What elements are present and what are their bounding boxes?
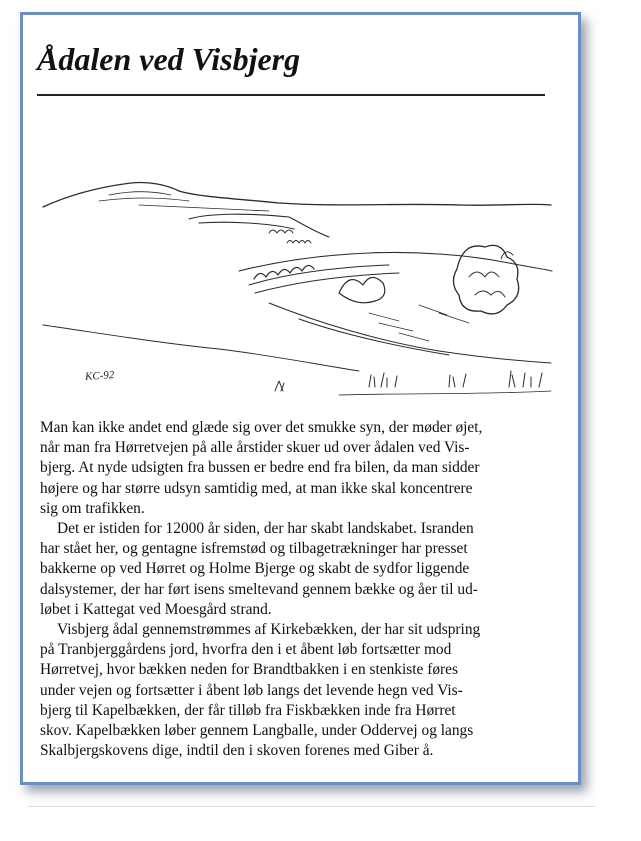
- text-line: Visbjerg ådal gennemstrømmes af Kirkebækken, der har sit udspring: [57, 621, 481, 639]
- text-line: Skalbjergskovens dige, indtil den i skoven forenes med Giber å.: [40, 742, 434, 760]
- text-line: under vejen og fortsætter i åbent løb langs det levende hegn ved Vis-: [40, 681, 463, 699]
- text-line: bakkerne op ved Hørret og Holme Bjerge og skabt de sydfor liggende: [40, 560, 470, 578]
- text-line: Hørretvej, hvor bækken neden for Brandtbakken i en stenkiste føres: [40, 661, 458, 679]
- foreground-grass: [369, 371, 542, 387]
- text-line: skov. Kapelbækken løber gennem Langballe, under Oddervej og langs: [40, 722, 474, 740]
- small-shrub-left: [275, 381, 284, 391]
- text-line: når man fra Hørretvejen på alle årstider skuer ud over ådalen ved Vis-: [40, 439, 470, 457]
- road-line: [249, 265, 399, 293]
- text-line: bjerg til Kapelbækken, der får tilløb fra Fiskbækken inde fra Hørret: [40, 701, 456, 719]
- forest-texture: [269, 230, 311, 243]
- page-shadow-divider: [28, 806, 596, 807]
- sketch-signature: KC-92: [84, 368, 115, 384]
- slope-lines: [269, 303, 551, 363]
- left-hill-forest: [189, 214, 329, 237]
- paragraph-1: [40, 418, 554, 519]
- foreground-slope: [43, 325, 359, 371]
- text-line: på Tranbjerggårdens jord, hvorfra den i et åbent løb fortsætter mod: [40, 641, 452, 659]
- title-rule: [37, 94, 545, 96]
- text-line: dalsystemer, der har ført isens smeltevand gennem bække og åer til ud-: [40, 580, 478, 598]
- paragraph-2: [40, 519, 554, 620]
- text-line: Det er istiden for 12000 år siden, der har skabt landskabet. Isranden: [57, 520, 474, 538]
- landscape-sketch-icon: [39, 173, 554, 405]
- far-hill-line: [43, 182, 551, 207]
- paragraph-3: [40, 620, 554, 761]
- text-line: bjerg. At nyde udsigten fra bussen er bedre end fra bilen, da man sidder: [40, 459, 480, 477]
- far-hill-shading: [99, 192, 269, 211]
- mid-ridge-line: [239, 252, 552, 271]
- ground-line: [339, 391, 551, 395]
- page-title: Ådalen ved Visbjerg: [37, 41, 301, 77]
- text-line: sig om trafikken.: [40, 499, 145, 517]
- article-frame: [20, 12, 581, 785]
- text-line: har stået her, og gentagne isfremstød og tilbagetrækninger har presset: [40, 540, 468, 558]
- text-line: løbet i Kattegat ved Moesgård strand.: [40, 600, 272, 618]
- text-line: Man kan ikke andet end glæde sig over det smukke syn, der møder øjet,: [40, 419, 483, 436]
- text-line: højere og har større udsyn samtidig med, at man ikke skal koncentrere: [40, 479, 473, 497]
- field-hatching: [369, 305, 469, 341]
- tree-cluster-mid: [339, 277, 385, 302]
- tree-right-detail: [469, 252, 513, 297]
- article-body: [40, 418, 554, 761]
